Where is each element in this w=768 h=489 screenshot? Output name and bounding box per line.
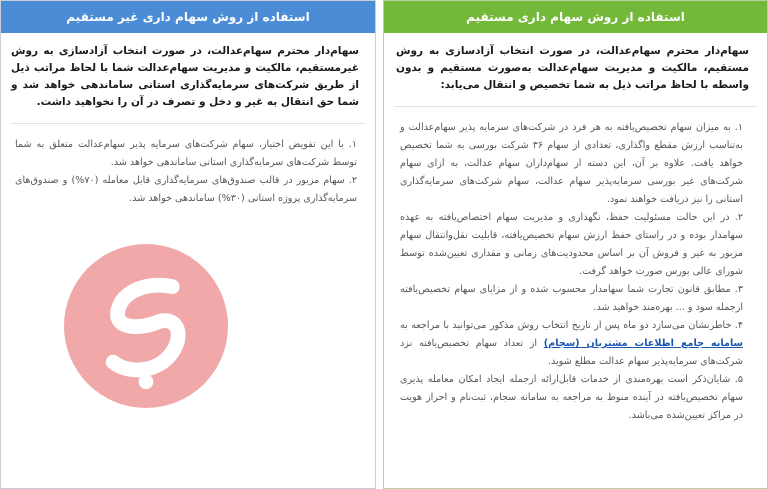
indirect-item-1: ۱. با این تفویض اختیار، سهام شرکت‌های سرمایه پذیر سهام‌عدالت متعلق به شما توسط شرکت‌های سرمایه‌گذاری استانی ساماندهی خواهد شد. [15, 139, 357, 168]
indirect-conditions-list [1, 136, 375, 208]
direct-panel-title: استفاده از روش سهام داری مستقیم [384, 1, 767, 33]
divider [394, 106, 757, 107]
indirect-intro-text: سهام‌دار محترم سهام‌عدالت، در صورت انتخاب آزادسازی به روش غیرمستقیم، مالکیت و مدیریت سهام‌عدالت شما با لحاظ مراتب ذیل از طریق شرکت‌های سرمایه‌گذاری استانی ساماندهی خواهد شد و شما حق انتقال به غیر و دخل و تصرف در آن را نخواهید داشت. [11, 45, 359, 108]
direct-item-2: ۲. در این حالت مسئولیت حفظ، نگهداری و مدیریت سهام اختصاص‌یافته به عهده سهامدار بوده و در راستای حفظ ارزش سهام تخصیص‌یافته، قابلیت نقل‌وانتقال سهام مزبور به غیر و فروش آن بر اساس محدودیت‌های زمانی و مقداری تعیین‌شده توسط شورای عالی بورس صورت خواهد گرفت. [400, 212, 743, 277]
indirect-panel-title: استفاده از روش سهام داری غیر مستقیم [1, 1, 375, 33]
watermark-logo-icon [64, 244, 228, 408]
logo-glyph-icon [64, 244, 228, 408]
direct-item-3: ۳. مطابق قانون تجارت شما سهامدار محسوب شده و از مزایای سهام تخصیص‌یافته ازجمله سود و ... بهره‌مند خواهید شد. [400, 284, 743, 313]
direct-item-1: ۱. به میزان سهام تخصیص‌یافته به هر فرد در شرکت‌های سرمایه پذیر سهام‌عدالت و به‌تناسب ارزش مقطع واگذاری، تعدادی از سهام ۳۶ شرکت بورسی به شما تخصیص خواهد یافت. علاوه بر آن، این دسته از سهام‌داران سهام عدالت، به ازای سهام شرکت‌های غیر بورسی سرمایه‌پذیر سهام عدالت، سهام شرکت‌های سرمایه‌گذاری استانی را نیز دریافت خواهند نمود. [400, 122, 744, 205]
divider [11, 123, 365, 124]
indirect-item-2: ۲. سهام مزبور در قالب صندوق‌های سرمایه‌گذاری قابل معامله (۷۰%) و صندوق‌های سرمایه‌گذاری پروژه استانی (۳۰%) ساماندهی خواهد شد. [15, 175, 357, 204]
direct-item-5: ۵. شایان‌ذکر است بهره‌مندی از خدمات قابل‌ارائه ازجمله ایجاد امکان معامله پذیری سهام تخصیص‌یافته در آینده منوط به مراجعه به سامانه سجام، ثبت‌نام و احراز هویت در مراکز تعیین‌شده می‌باشد. [400, 374, 743, 421]
direct-item-4-post: از تعداد سهام تخصیص‌یافته نزد شرکت‌های سرمایه‌پذیر سهام عدالت مطلع شوید. [400, 338, 743, 367]
direct-conditions-list [384, 119, 767, 425]
indirect-ownership-panel [0, 0, 376, 489]
direct-intro-text: سهام‌دار محترم سهام‌عدالت، در صورت انتخاب آزادسازی به روش مستقیم، مالکیت و مدیریت سهام‌عدالت به‌صورت مستقیم و بدون واسطه با لحاظ مراتب ذیل به شما تخصیص و انتقال می‌یابد: [396, 45, 749, 91]
direct-item-4-pre: ۴. خاطرنشان می‌سازد دو ماه پس از تاریخ انتخاب روش مذکور می‌توانید با مراجعه به [400, 320, 743, 331]
direct-ownership-panel [383, 0, 768, 489]
sejam-link[interactable]: سامانه جامع اطلاعات مشتریان (سجام) [543, 338, 743, 349]
direct-item-4 [400, 317, 743, 371]
